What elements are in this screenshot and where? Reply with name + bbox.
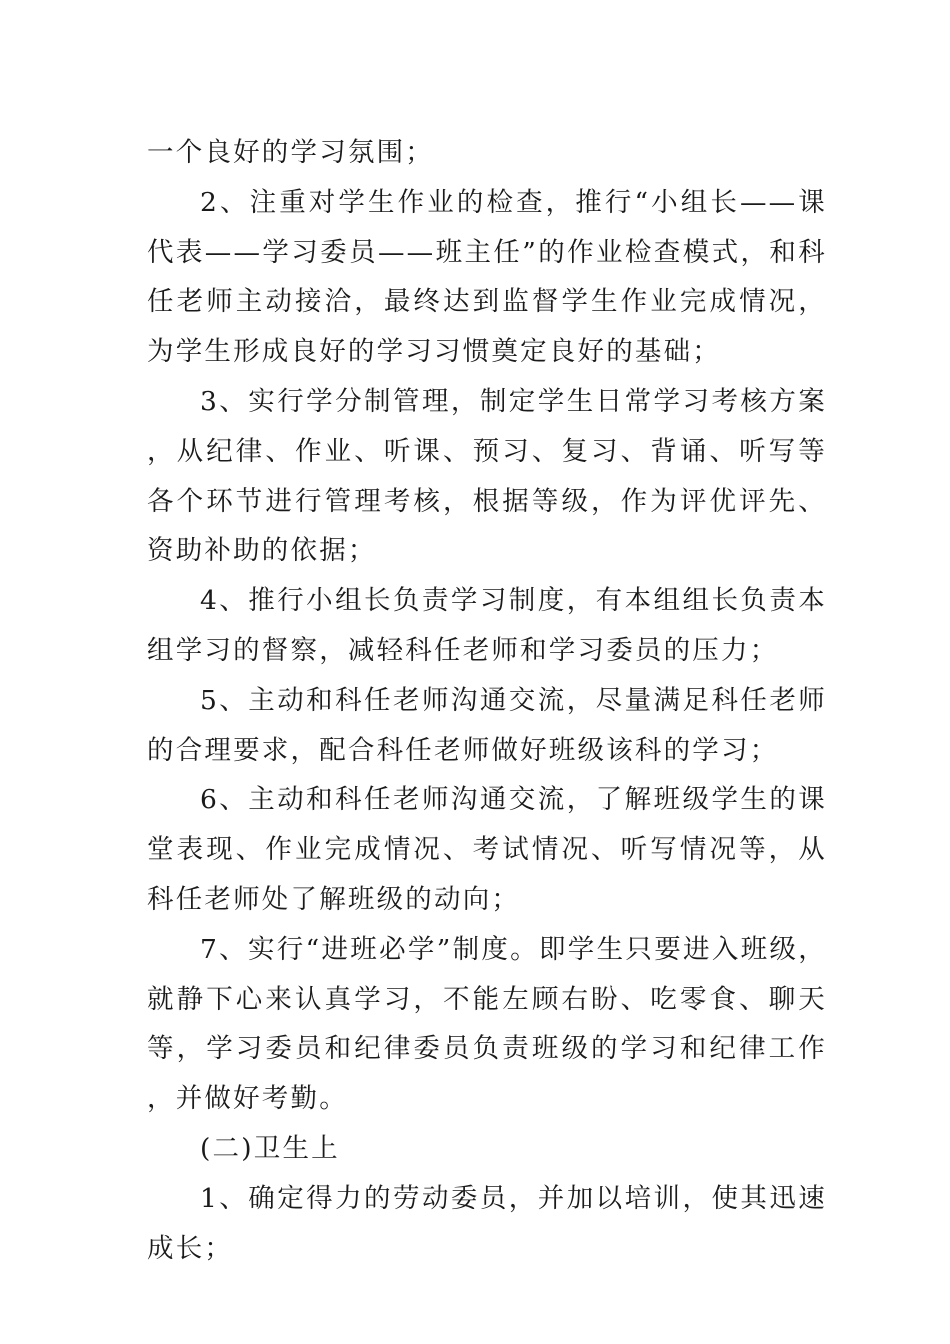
paragraph-item-3: 3、实行学分制管理，制定学生日常学习考核方案，从纪律、作业、听课、预习、复习、背诵、听写等各个环节进行管理考核，根据等级，作为评优评先、资助补助的依据； (147, 385, 827, 567)
paragraph-item-5: 5、主动和科任老师沟通交流，尽量满足科任老师的合理要求，配合科任老师做好班级该科的学习； (147, 684, 827, 766)
paragraph-hygiene-item-1: 1、确定得力的劳动委员，并加以培训，使其迅速成长； (147, 1182, 827, 1264)
paragraph-item-7: 7、实行“进班必学”制度。即学生只要进入班级，就静下心来认真学习，不能左顾右盼、吃零食、聊天等，学习委员和纪律委员负责班级的学习和纪律工作，并做好考勤。 (147, 933, 827, 1115)
paragraph-item-6: 6、主动和科任老师沟通交流，了解班级学生的课堂表现、作业完成情况、考试情况、听写情况等，从科任老师处了解班级的动向； (147, 784, 827, 915)
paragraph-item-4: 4、推行小组长负责学习制度，有本组组长负责本组学习的督察，减轻科任老师和学习委员的压力； (147, 585, 827, 666)
section-heading-hygiene: (二)卫生上 (200, 1132, 340, 1164)
document-body (147, 128, 827, 1273)
paragraph-item-2: 2、注重对学生作业的检查，推行“小组长——课代表——学习委员——班主任”的作业检查模式，和科任老师主动接洽，最终达到监督学生作业完成情况，为学生形成良好的学习习惯奠定良好的基础； (147, 186, 827, 368)
paragraph-continuation: 一个良好的学习氛围； (147, 137, 434, 168)
